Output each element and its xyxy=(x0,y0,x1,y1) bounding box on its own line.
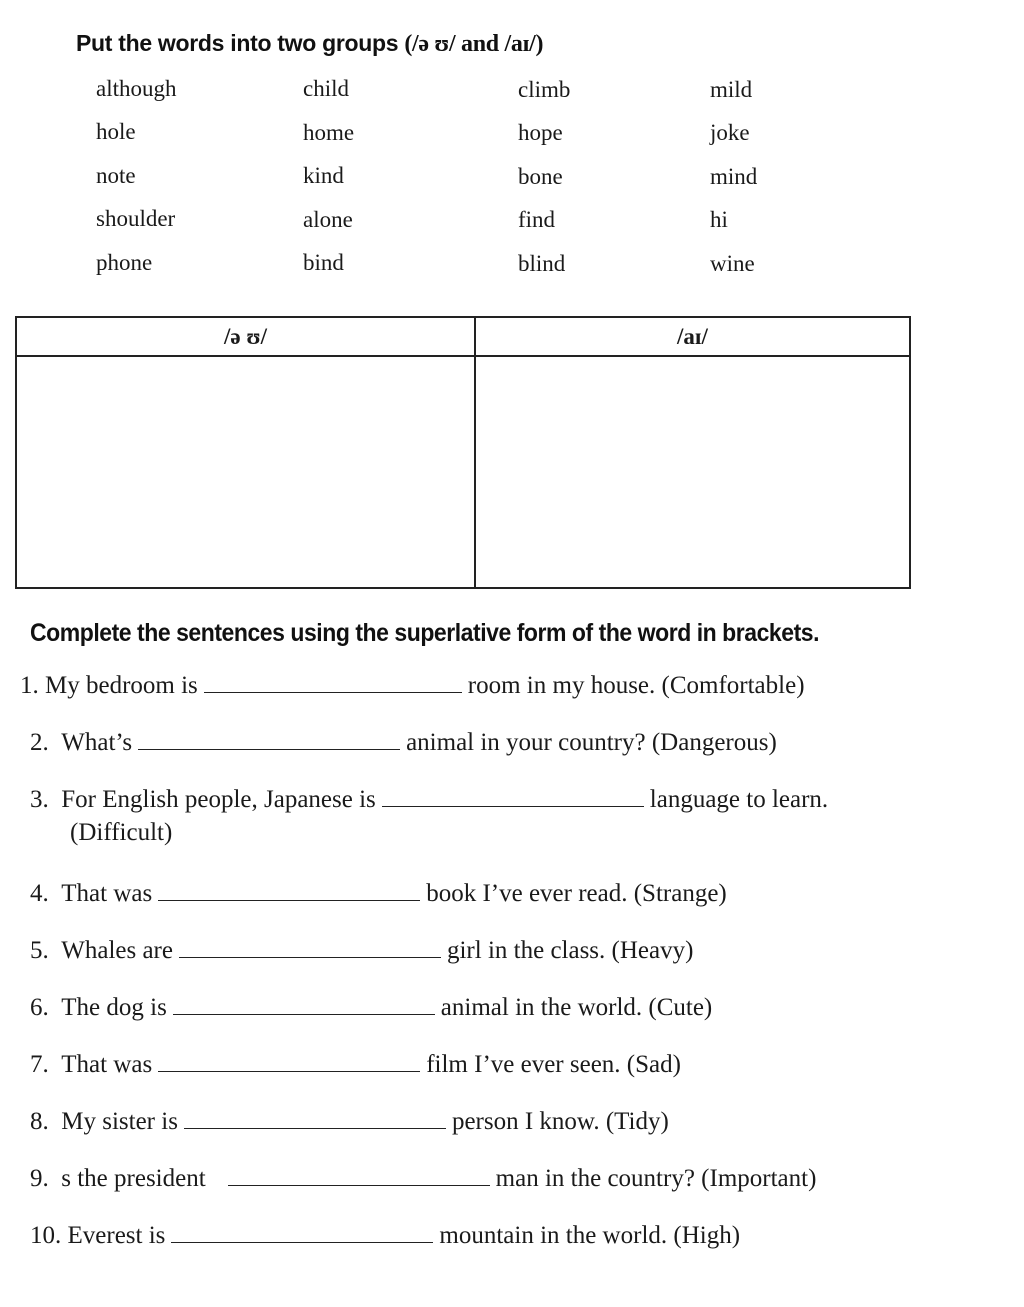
word-item: mild xyxy=(710,77,753,102)
sentence-after: girl in the class. (Heavy) xyxy=(446,937,694,964)
sentence-after: mountain in the world. (High) xyxy=(439,1222,741,1249)
answer-blank[interactable] xyxy=(184,1106,446,1129)
word-item: bind xyxy=(303,250,344,275)
sentence-before: That was xyxy=(61,1051,153,1078)
sentence-number: 9. xyxy=(30,1165,49,1192)
word-item: hi xyxy=(710,207,728,232)
sentence-item xyxy=(30,935,693,965)
column-header-ou: /ə ʊ/ xyxy=(224,324,267,349)
sentence-number: 7. xyxy=(30,1051,49,1078)
sentence-number: 1. xyxy=(20,672,39,699)
sentence-after: animal in your country? (Dangerous) xyxy=(406,729,777,756)
sentence-before: My bedroom is xyxy=(45,672,198,699)
sentence-continuation: (Difficult) xyxy=(70,819,173,846)
exercise2-heading: Complete the sentences using the superlative form of the word in brackets. xyxy=(30,619,820,647)
answer-blank[interactable] xyxy=(173,992,435,1015)
word-item: find xyxy=(518,207,556,232)
word-item: child xyxy=(303,76,349,101)
sentence-before: For English people, Japanese is xyxy=(61,786,376,813)
sentence-number: 5. xyxy=(30,937,49,964)
sentence-before: My sister is xyxy=(61,1108,178,1135)
sentence-before: That was xyxy=(61,880,153,907)
sentence-item xyxy=(30,1049,681,1079)
word-item: home xyxy=(303,120,355,145)
word-item: although xyxy=(96,76,177,101)
sentence-after: language to learn. xyxy=(649,786,829,813)
sentence-before: Everest is xyxy=(67,1222,166,1249)
answer-cell-ai[interactable] xyxy=(476,358,909,587)
sentence-item xyxy=(20,670,805,700)
sound-groups-table xyxy=(15,316,911,589)
sentence-after: book I’ve ever read. (Strange) xyxy=(426,880,727,907)
answer-blank[interactable] xyxy=(179,935,441,958)
answer-cell-ou[interactable] xyxy=(17,358,474,587)
word-item: kind xyxy=(303,163,344,188)
answer-blank[interactable] xyxy=(382,784,644,807)
sentence-after: room in my house. (Comfortable) xyxy=(467,672,805,699)
sentence-number: 6. xyxy=(30,994,49,1021)
answer-blank[interactable] xyxy=(171,1220,433,1243)
sentence-number: 3. xyxy=(30,786,49,813)
answer-blank[interactable] xyxy=(158,878,420,901)
sentence-number: 8. xyxy=(30,1108,49,1135)
sentence-item xyxy=(30,727,777,757)
word-item: note xyxy=(96,163,136,188)
sentence-number: 10. xyxy=(30,1222,62,1249)
exercise1-instruction: Put the words into two groups xyxy=(76,30,405,56)
word-bank xyxy=(96,76,856,291)
sentence-before: Whales are xyxy=(61,937,173,964)
word-item: phone xyxy=(96,250,153,275)
sentence-before: s the president xyxy=(61,1165,206,1192)
word-item: shoulder xyxy=(96,206,176,231)
exercise1-instruction-ipa: (/ə ʊ/ and /aɪ/) xyxy=(404,31,544,57)
word-item: climb xyxy=(518,77,571,102)
sentence-after: film I’ve ever seen. (Sad) xyxy=(426,1051,681,1078)
answer-blank[interactable] xyxy=(138,727,400,750)
sentence-before: What’s xyxy=(61,729,133,756)
word-item: bone xyxy=(518,164,563,189)
sentence-item xyxy=(30,784,828,814)
answer-blank[interactable] xyxy=(228,1163,490,1186)
sentence-item xyxy=(30,1163,816,1193)
sentence-item xyxy=(30,992,712,1022)
answer-blank[interactable] xyxy=(158,1049,420,1072)
sentence-item xyxy=(30,1220,740,1250)
sentence-after: man in the country? (Important) xyxy=(495,1165,817,1192)
word-item: blind xyxy=(518,251,566,276)
sentence-number: 2. xyxy=(30,729,49,756)
sentence-after: person I know. (Tidy) xyxy=(451,1108,669,1135)
sentence-after: animal in the world. (Cute) xyxy=(440,994,713,1021)
sentence-number: 4. xyxy=(30,880,49,907)
column-header-ai: /aɪ/ xyxy=(677,324,708,349)
word-item: joke xyxy=(710,120,750,145)
sentence-item xyxy=(30,1106,669,1136)
sentence-item xyxy=(30,878,727,908)
exercise1-heading xyxy=(76,30,543,58)
word-item: mind xyxy=(710,164,758,189)
word-item: hope xyxy=(518,120,563,145)
word-item: wine xyxy=(710,251,755,276)
sentence-before: The dog is xyxy=(61,994,167,1021)
word-item: alone xyxy=(303,207,353,232)
table-header-divider xyxy=(17,355,909,357)
word-item: hole xyxy=(96,119,136,144)
answer-blank[interactable] xyxy=(204,670,462,693)
